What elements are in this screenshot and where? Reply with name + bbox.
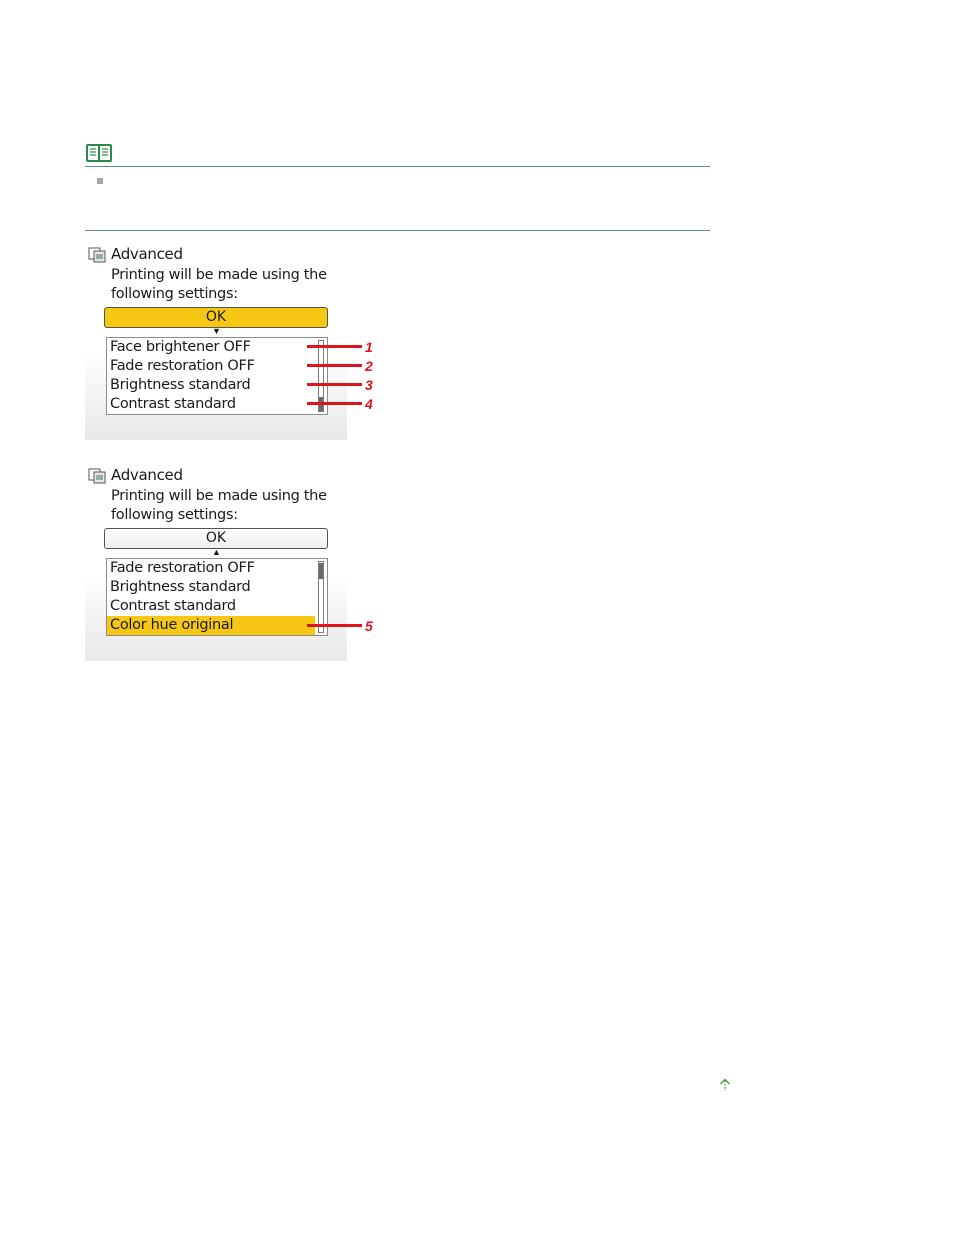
list-item[interactable]: Contrast standard (110, 598, 236, 614)
settings-list (106, 558, 328, 636)
lcd-screen-2 (85, 465, 347, 661)
list-item-selected[interactable]: Color hue original (107, 616, 315, 635)
note-book-icon (85, 142, 113, 164)
callout-line (307, 364, 362, 367)
ok-button[interactable]: OK (104, 528, 328, 549)
callout-number: 5 (365, 618, 373, 634)
screen-header (85, 244, 347, 264)
list-item[interactable]: Fade restoration OFF (110, 358, 255, 374)
callout-line (307, 345, 362, 348)
note-bottom-rule (85, 230, 710, 231)
scroll-down-indicator: ▼ (212, 326, 221, 336)
screen-title: Advanced (111, 466, 183, 484)
screen-message: Printing will be made using the following settings: (111, 267, 327, 302)
note-top-rule (85, 166, 710, 167)
note-bullet (97, 178, 103, 184)
page-top-arrow-icon[interactable] (718, 1077, 732, 1093)
settings-list (106, 337, 328, 415)
list-scrollbar[interactable] (318, 561, 324, 633)
list-item[interactable]: Brightness standard (110, 579, 251, 595)
list-item[interactable]: Face brightener OFF (110, 339, 251, 355)
ok-button[interactable]: OK (104, 307, 328, 328)
advanced-settings-icon (88, 468, 110, 484)
callout-line (307, 402, 362, 405)
screen-header (85, 465, 347, 485)
scrollbar-thumb[interactable] (319, 563, 323, 579)
callout-line (307, 383, 362, 386)
list-item[interactable]: Contrast standard (110, 396, 236, 412)
callout-number: 3 (365, 377, 373, 393)
list-item[interactable]: Fade restoration OFF (110, 560, 255, 576)
screen-title: Advanced (111, 245, 183, 263)
list-item[interactable]: Brightness standard (110, 377, 251, 393)
lcd-screen-1 (85, 244, 347, 440)
screen-message: Printing will be made using the following settings: (111, 488, 327, 523)
advanced-settings-icon (88, 247, 110, 263)
callout-number: 2 (365, 358, 373, 374)
callout-line (307, 624, 362, 627)
callout-number: 1 (365, 339, 373, 355)
scroll-up-indicator: ▲ (212, 547, 221, 557)
callout-number: 4 (365, 396, 373, 412)
